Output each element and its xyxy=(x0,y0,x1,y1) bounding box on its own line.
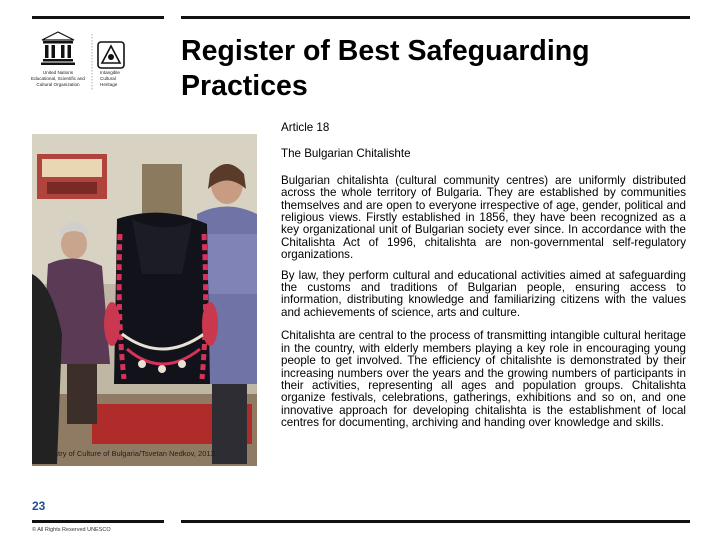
unesco-temple-icon xyxy=(41,32,75,65)
unesco-ich-logo xyxy=(30,30,140,100)
unesco-name-line: Cultural Organization xyxy=(36,82,80,87)
top-rule-right xyxy=(181,16,690,19)
paragraph: Chitalishta are central to the process of transmitting intangible cultural heritage in the country, with elderly members playing a key role in encouraging young people to get involved. The efficiency of chitalishte is demonstrated by their increasing numbers over the years and the growing numbers of participants in their activities, representing all ages and population groups. Chitalishta organize festivals, celebrations, gatherings, exhibitions and so on, and one innovative approach for developing chitalishta is the establishment of local centres for documenting, archiving and handing over knowledge and skills. xyxy=(281,329,686,430)
top-rule-left xyxy=(32,16,164,19)
ich-name-line: Intangible xyxy=(100,70,120,75)
paragraph: By law, they perform cultural and educational activities aimed at safeguarding the customs and traditions of Bulgarian people, ensuring access to information, distributing knowledge and familiarizing citizens with the values and achievements of science, arts and culture. xyxy=(281,268,686,319)
page-number: 23 xyxy=(32,499,46,513)
rights-notice: © All Rights Reserved UNESCO xyxy=(32,527,111,533)
paragraph: Bulgarian chitalishta (cultural community centres) are uniformly distributed across the whole territory of Bulgaria. They are established by communities themselves and are open to everyone irrespective of age, gender, political and religious views. Firstly established in 1856, they have been recognized as a key organizational unit of Bulgarian society ever since. In accordance with the Chitalishta Act of 1996, chitalishta are non-governmental self-regulatory organizations. xyxy=(281,173,686,262)
bottom-rule-left xyxy=(32,520,164,523)
article-body xyxy=(281,122,686,430)
photo-credit: © Ministry of Culture of Bulgaria/Tsvetan Nedkov, 2013 xyxy=(33,449,215,458)
chitalishte-photo xyxy=(32,134,257,466)
article-number: Article 18 xyxy=(281,121,330,134)
ich-emblem-icon xyxy=(98,42,124,68)
article-heading: The Bulgarian Chitalishte xyxy=(281,147,411,161)
ich-name-line: Heritage xyxy=(100,82,118,87)
slide-title: Register of Best Safeguarding Practices xyxy=(181,35,590,102)
ich-name-line: Cultural xyxy=(100,76,116,81)
unesco-name-line: United Nations xyxy=(42,70,74,75)
unesco-name-line: Educational, Scientific and xyxy=(31,76,85,81)
bottom-rule-right xyxy=(181,520,690,523)
